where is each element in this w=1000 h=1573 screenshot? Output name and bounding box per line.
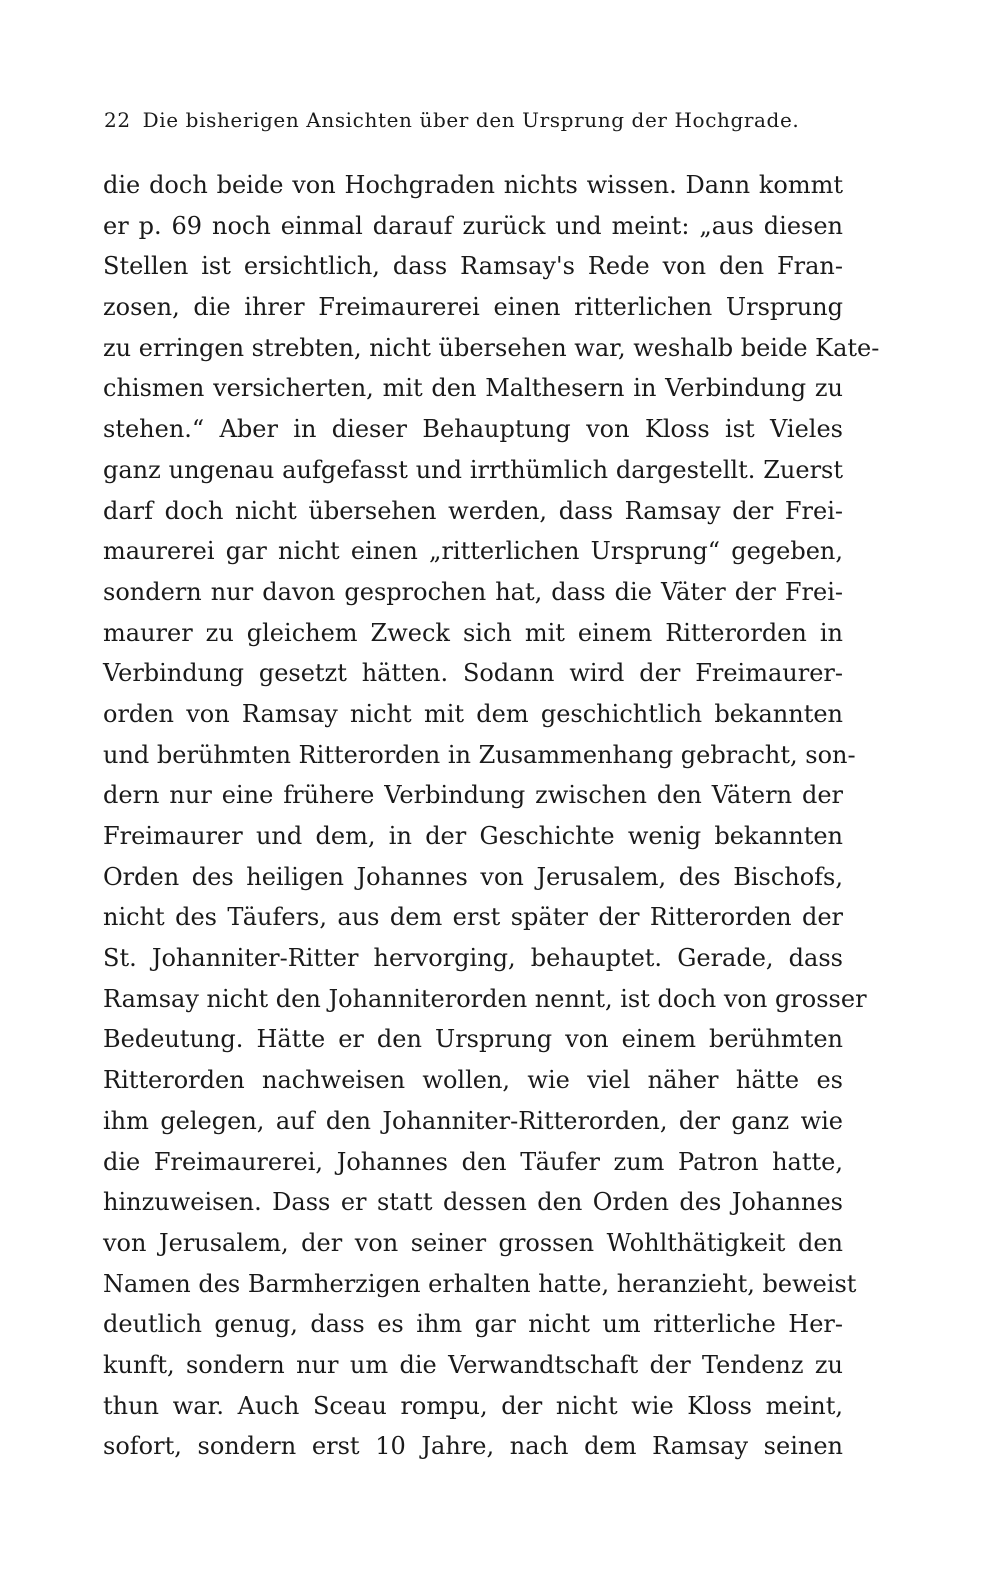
- text-line: Verbindung gesetzt hätten. Sodann wird der Freimaurer-: [103, 659, 843, 688]
- text-line: Freimaurer und dem, in der Geschichte wenig bekannten: [103, 822, 843, 850]
- text-line: zosen, die ihrer Freimaurerei einen ritterlichen Ursprung: [103, 293, 843, 322]
- text-line: die doch beide von Hochgraden nichts wissen. Dann kommt: [103, 171, 843, 199]
- text-line: chismen versicherten, mit den Malthesern in Verbindung zu: [103, 374, 843, 403]
- text-line: Namen des Barmherzigen erhalten hatte, heranzieht, beweist: [103, 1269, 857, 1298]
- text-line: maurerei gar nicht einen „ritterlichen Ursprung“ gegeben,: [103, 537, 843, 566]
- text-line: und berühmten Ritterorden in Zusammenhang gebracht, son-: [103, 740, 856, 769]
- text-line: Orden des heiligen Johannes von Jerusalem, des Bischofs,: [103, 862, 843, 891]
- text-line: nicht des Täufers, aus dem erst später der Ritterorden der: [103, 903, 843, 932]
- text-line: er p. 69 noch einmal darauf zurück und meint: „aus diesen: [103, 211, 843, 240]
- text-line: maurer zu gleichem Zweck sich mit einem Ritterorden in: [103, 618, 843, 647]
- text-line: Ritterorden nachweisen wollen, wie viel näher hätte es: [103, 1066, 843, 1095]
- text-line: sondern nur davon gesprochen hat, dass die Väter der Frei-: [103, 577, 843, 606]
- text-line: kunft, sondern nur um die Verwandtschaft der Tendenz zu: [103, 1350, 843, 1379]
- text-line: ihm gelegen, auf den Johanniter-Ritterorden, der ganz wie: [103, 1106, 843, 1135]
- text-line: zu erringen strebten, nicht übersehen war, weshalb beide Kate-: [103, 333, 880, 362]
- text-line: thun war. Auch Sceau rompu, der nicht wie Kloss meint,: [103, 1391, 843, 1420]
- text-line: Ramsay nicht den Johanniterorden nennt, ist doch von grosser: [103, 984, 867, 1013]
- running-head: [104, 108, 799, 132]
- text-line: hinzuweisen. Dass er statt dessen den Orden des Johannes: [103, 1188, 843, 1217]
- text-line: St. Johanniter-Ritter hervorging, behauptet. Gerade, dass: [103, 944, 843, 973]
- text-line: Stellen ist ersichtlich, dass Ramsay's Rede von den Fran-: [103, 252, 843, 281]
- text-line: stehen.“ Aber in dieser Behauptung von Kloss ist Vieles: [103, 415, 843, 444]
- running-title: Die bisherigen Ansichten über den Ursprung der Hochgrade.: [142, 108, 800, 132]
- text-line: darf doch nicht übersehen werden, dass Ramsay der Frei-: [103, 496, 843, 525]
- body-text: [103, 165, 880, 1467]
- text-line: die Freimaurerei, Johannes den Täufer zum Patron hatte,: [103, 1147, 843, 1176]
- page-number: 22: [104, 108, 131, 132]
- text-line: von Jerusalem, der von seiner grossen Wohlthätigkeit den: [103, 1228, 843, 1257]
- text-line: deutlich genug, dass es ihm gar nicht um ritterliche Her-: [103, 1310, 843, 1339]
- text-line: ganz ungenau aufgefasst und irrthümlich dargestellt. Zuerst: [103, 455, 843, 484]
- text-line: dern nur eine frühere Verbindung zwischen den Vätern der: [103, 781, 843, 810]
- text-line: sofort, sondern erst 10 Jahre, nach dem Ramsay seinen: [103, 1432, 843, 1461]
- text-line: orden von Ramsay nicht mit dem geschichtlich bekannten: [103, 699, 843, 728]
- text-line: Bedeutung. Hätte er den Ursprung von einem berühmten: [103, 1025, 843, 1054]
